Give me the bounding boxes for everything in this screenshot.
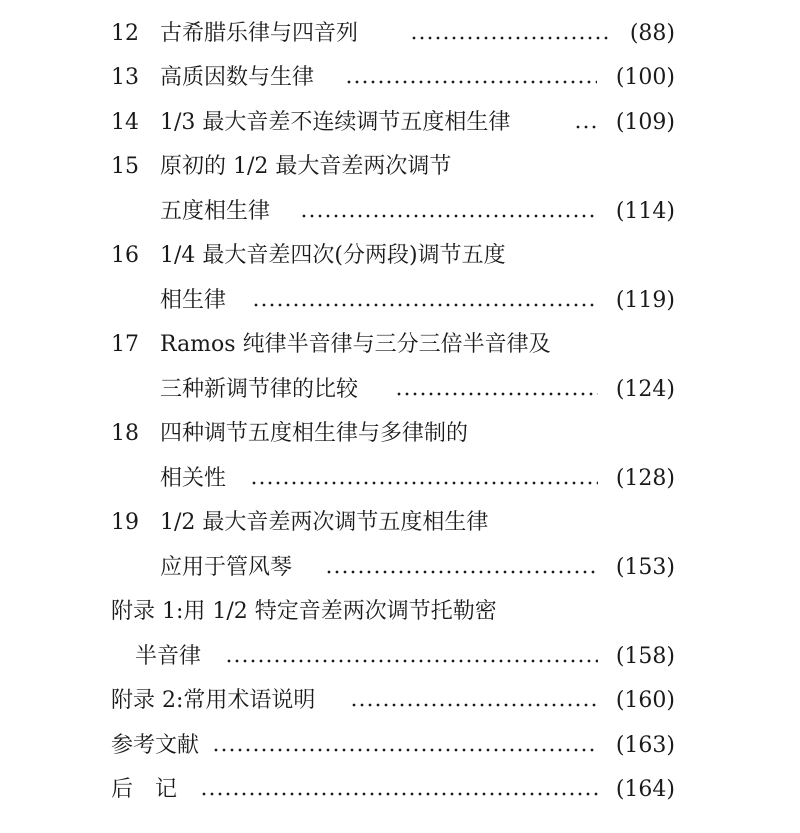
dot-leader	[252, 284, 598, 318]
dot-leader	[250, 462, 598, 496]
toc-entry	[0, 773, 800, 807]
toc-entry	[0, 595, 800, 629]
entry-title: 相生律	[160, 288, 227, 313]
toc-entry	[0, 150, 800, 184]
entry-title: 1/4 最大音差四次(分两段)调节五度	[160, 243, 506, 268]
page-number: (163)	[615, 733, 675, 758]
entry-title: Ramos 纯律半音律与三分三倍半音律及	[160, 332, 551, 357]
dot-leader	[350, 684, 598, 718]
dot-leader	[410, 17, 608, 51]
entry-title: 五度相生律	[160, 199, 271, 224]
toc-entry	[0, 106, 800, 140]
dot-leader	[212, 729, 598, 763]
page-number: (153)	[615, 555, 675, 580]
toc-entry	[0, 684, 800, 718]
dot-leader	[300, 195, 598, 229]
page-number: (100)	[615, 65, 675, 90]
toc-entry	[0, 195, 800, 229]
page-number: (88)	[629, 21, 675, 46]
entry-title: 应用于管风琴	[160, 555, 293, 580]
dot-leader	[200, 773, 598, 807]
entry-title: 1/2 最大音差两次调节五度相生律	[160, 510, 489, 535]
page-number: (124)	[615, 377, 675, 402]
toc-entry	[0, 551, 800, 585]
entry-title: 附录 1:用 1/2 特定音差两次调节托勒密	[111, 599, 497, 624]
toc-entry	[0, 506, 800, 540]
toc-entry	[0, 462, 800, 496]
dot-leader	[345, 61, 597, 95]
dot-leader	[325, 551, 598, 585]
chapter-number: 12	[111, 21, 139, 46]
toc-entry	[0, 61, 800, 95]
chapter-number: 19	[111, 510, 139, 535]
chapter-number: 17	[111, 332, 139, 357]
page-number: (128)	[615, 466, 675, 491]
toc-entry	[0, 373, 800, 407]
chapter-number: 15	[111, 154, 139, 179]
dot-leader	[225, 640, 598, 674]
chapter-number: 13	[111, 65, 139, 90]
entry-title: 四种调节五度相生律与多律制的	[160, 421, 469, 446]
toc-entry	[0, 729, 800, 763]
entry-title: 古希腊乐律与四音列	[160, 21, 359, 46]
entry-title: 半音律	[135, 644, 202, 669]
page-number: (114)	[615, 199, 675, 224]
page-number: (119)	[615, 288, 675, 313]
toc-entry	[0, 17, 800, 51]
page-number: (109)	[615, 110, 675, 135]
entry-title: 附录 2:常用术语说明	[111, 688, 316, 713]
entry-title: 高质因数与生律	[160, 65, 315, 90]
page-number: (160)	[615, 688, 675, 713]
chapter-number: 14	[111, 110, 139, 135]
toc-entry	[0, 284, 800, 318]
dot-leader	[574, 106, 598, 140]
toc-entry	[0, 328, 800, 362]
dot-leader	[395, 373, 598, 407]
entry-title: 原初的 1/2 最大音差两次调节	[160, 154, 452, 179]
chapter-number: 16	[111, 243, 139, 268]
toc-entry	[0, 239, 800, 273]
entry-title: 三种新调节律的比较	[160, 377, 359, 402]
entry-title: 参考文献	[111, 733, 200, 758]
entry-title: 后 记	[111, 777, 178, 802]
toc-entry	[0, 640, 800, 674]
entry-title: 1/3 最大音差不连续调节五度相生律	[160, 110, 511, 135]
entry-title: 相关性	[160, 466, 227, 491]
toc-entry	[0, 417, 800, 451]
page-number: (158)	[615, 644, 675, 669]
page-number: (164)	[615, 777, 675, 802]
chapter-number: 18	[111, 421, 139, 446]
